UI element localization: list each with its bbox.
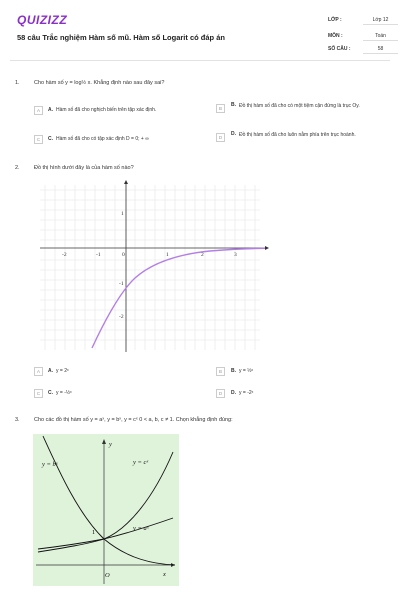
question-text: Cho hàm số y = log½ x. Khẳng định nào sau đây sai?: [34, 80, 165, 86]
x-tick: 3: [234, 252, 237, 258]
y-tick: -1: [119, 281, 124, 287]
curve-b-label: y = bˣ: [42, 461, 58, 468]
meta-label: SỐ CÂU :: [328, 46, 351, 52]
question-number: 1.: [15, 80, 20, 86]
option-text: y = -½ˣ: [56, 390, 72, 396]
x-axis-arrow: [265, 246, 269, 250]
question-text: Đồ thị hình dưới đây là của hàm số nào?: [34, 165, 134, 171]
option-label: C.: [48, 136, 53, 142]
option-box[interactable]: C: [34, 135, 43, 144]
option-label: D.: [231, 131, 236, 137]
option-text: y = 2ˣ: [56, 368, 69, 374]
y-axis-arrow: [124, 180, 128, 184]
option-box[interactable]: C: [34, 389, 43, 398]
page-header: [0, 0, 400, 62]
meta-value: Toán: [363, 31, 398, 41]
x-tick: -1: [96, 252, 101, 258]
curve-c-label: y = cˣ: [133, 459, 149, 466]
option-text: y = ½ˣ: [239, 368, 254, 374]
header-divider: [10, 60, 390, 61]
option-label: D.: [231, 390, 236, 396]
question-number: 2.: [15, 165, 20, 171]
option-box[interactable]: B: [216, 104, 225, 113]
meta-value: 58: [363, 44, 398, 54]
option-text: Đồ thị hàm số đã cho có một tiệm cận đứng là trục Oy.: [239, 103, 360, 109]
option-box[interactable]: D: [216, 133, 225, 142]
option-text: Hàm số đã cho có tập xác định D = 0; + ∞: [56, 136, 149, 142]
option-box[interactable]: D: [216, 389, 225, 398]
function-curve: [92, 248, 265, 348]
option-label: C.: [48, 390, 53, 396]
option-label: A.: [48, 368, 53, 374]
question-text: Cho các đồ thị hàm số y = aˣ, y = bˣ, y = cˣ 0 < a, b, c ≠ 1. Chọn khẳng định đúng:: [34, 417, 233, 423]
option-box[interactable]: A: [34, 106, 43, 115]
x-tick: 0: [122, 252, 125, 258]
y-tick: 1: [121, 211, 124, 217]
y-tick: -2: [119, 314, 124, 320]
origin-label: O: [105, 572, 110, 579]
page-title: 58 câu Trắc nghiệm Hàm số mũ. Hàm số Logarit có đáp án: [17, 33, 225, 42]
option-label: B.: [231, 368, 236, 374]
y-axis-label: y: [109, 441, 112, 448]
three-exponentials-graph: [33, 434, 179, 586]
one-label: 1: [92, 529, 96, 536]
option-box[interactable]: A: [34, 367, 43, 376]
x-tick: 1: [166, 252, 169, 258]
option-text: Đồ thị hàm số đã cho luôn nằm phía trên trục hoành.: [239, 132, 356, 138]
option-label: B.: [231, 102, 236, 108]
meta-value: Lớp 12: [363, 15, 398, 25]
x-tick: -2: [62, 252, 67, 258]
option-text: Hàm số đã cho nghịch biến trên tập xác định.: [56, 107, 157, 113]
meta-label: MÔN :: [328, 33, 343, 39]
meta-label: LỚP :: [328, 17, 342, 23]
curve-a-label: y = aˣ: [133, 525, 149, 532]
x-tick: 2: [201, 252, 204, 258]
quizizz-logo: QUIZIZZ: [17, 13, 68, 27]
exponential-graph: [35, 180, 270, 355]
option-label: A.: [48, 107, 53, 113]
option-text: y = -2ˣ: [239, 390, 254, 396]
option-box[interactable]: B: [216, 367, 225, 376]
question-number: 3.: [15, 417, 20, 423]
x-axis-label: x: [163, 571, 166, 578]
